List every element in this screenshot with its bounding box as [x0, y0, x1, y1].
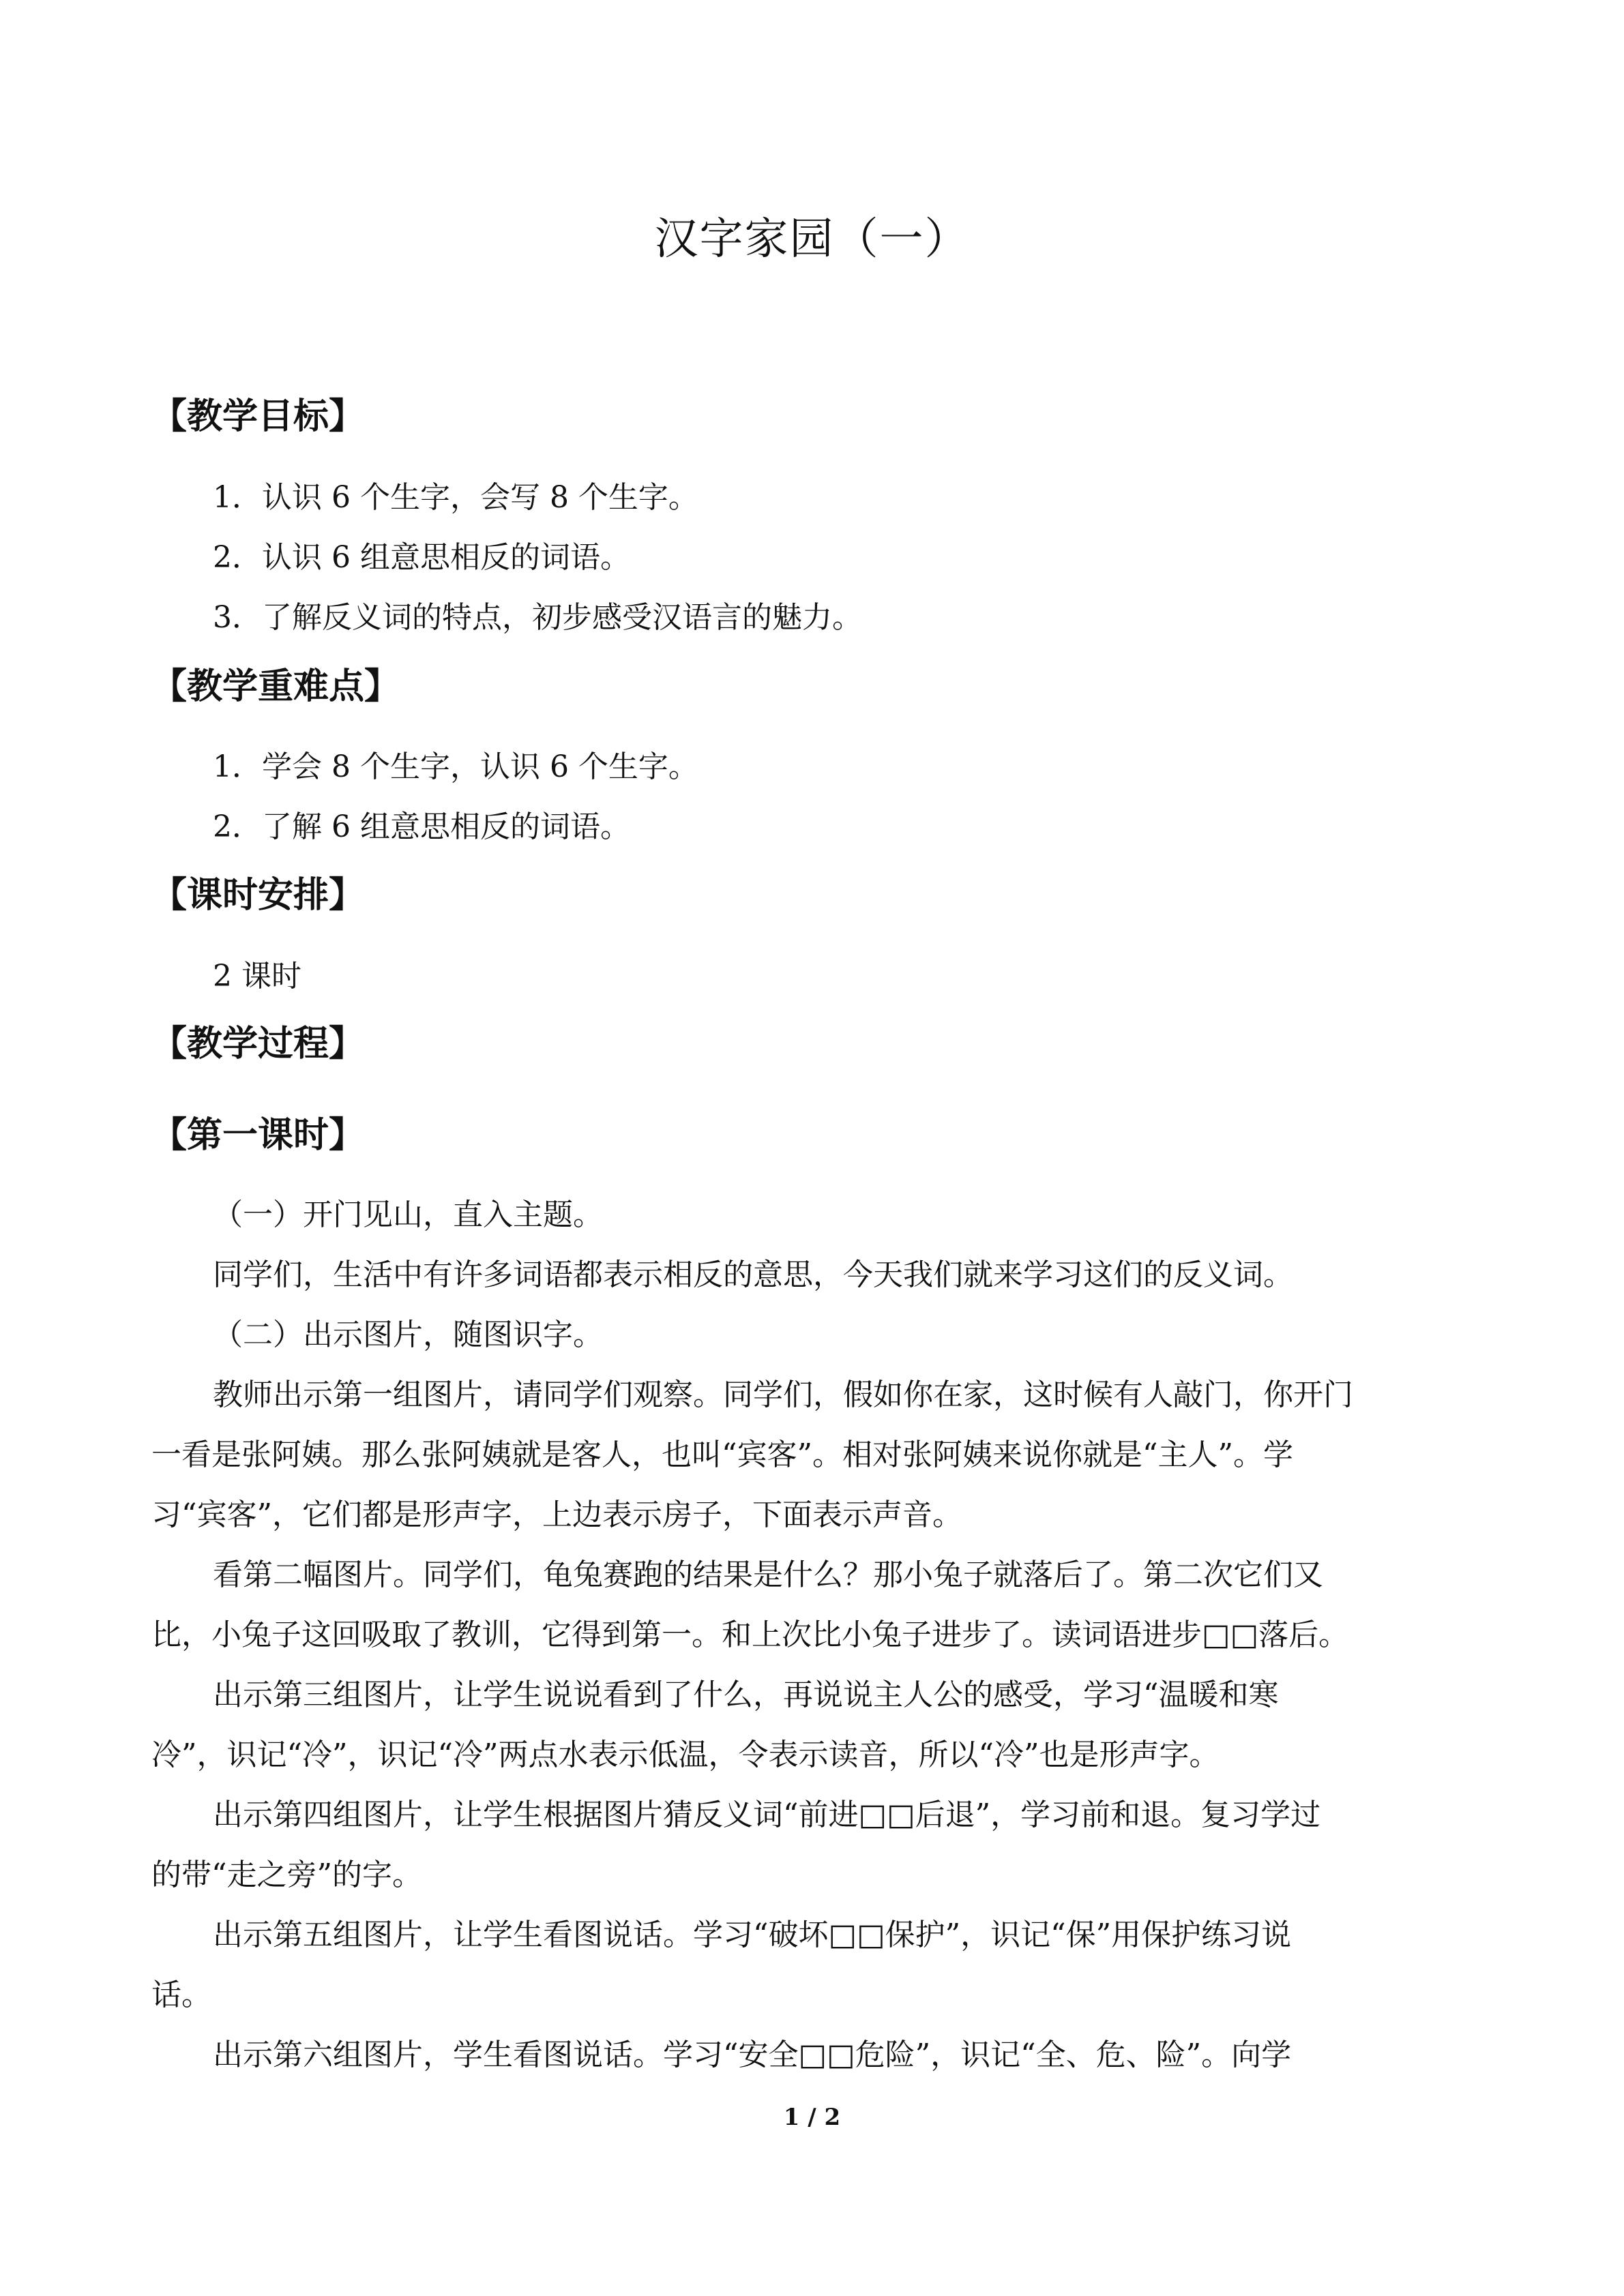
section-heading-key-points: 【教学重难点】 [151, 666, 400, 707]
keypoint-item: 1．学会 8 个生字，认识 6 个生字。 [213, 749, 698, 784]
paragraph-line: 出示第四组图片，让学生根据图片猜反义词“前进□□后退”，学习前和退。复习学过 [213, 1798, 1321, 1832]
section-heading-process: 【教学过程】 [151, 1024, 365, 1064]
paragraph-line: 同学们，生活中有许多词语都表示相反的意思，今天我们就来学习这们的反义词。 [213, 1257, 1293, 1292]
paragraph-line: 的带“走之旁”的字。 [151, 1858, 422, 1892]
keypoint-item: 2．了解 6 组意思相反的词语。 [213, 809, 630, 844]
goal-item: 3．了解反义词的特点，初步感受汉语言的魅力。 [213, 600, 862, 635]
paragraph-line: 话。 [151, 1978, 211, 2012]
paragraph-line: 看第二幅图片。同学们，龟兔赛跑的结果是什么？那小兔子就落后了。第二次它们又 [213, 1557, 1323, 1592]
paragraph-line: 出示第六组图片，学生看图说话。学习“安全□□危险”，识记“全、危、险”。向学 [213, 2038, 1292, 2072]
page-number: 1 / 2 [783, 2104, 841, 2131]
schedule-text: 2 课时 [213, 959, 301, 994]
paragraph-line: 教师出示第一组图片，请同学们观察。同学们，假如你在家，这时候有人敲门，你开门 [213, 1377, 1353, 1412]
paragraph-line: 习“宾客”，它们都是形声字，上边表示房子，下面表示声音。 [151, 1497, 962, 1532]
paragraph-line: 一看是张阿姨。那么张阿姨就是客人，也叫“宾客”。相对张阿姨来说你就是“主人”。学 [151, 1437, 1293, 1472]
section-heading-schedule: 【课时安排】 [151, 875, 365, 916]
paragraph-line: 出示第五组图片，让学生看图说话。学习“破坏□□保护”，识记“保”用保护练习说 [213, 1918, 1292, 1952]
paragraph-line: 冷”，识记“冷”，识记“冷”两点水表示低温，令表示读音，所以“冷”也是形声字。 [151, 1738, 1220, 1772]
paragraph-line: 出示第三组图片，让学生说说看到了什么，再说说主人公的感受，学习“温暖和寒 [213, 1678, 1279, 1712]
section-heading-lesson-one: 【第一课时】 [151, 1115, 365, 1156]
paragraph-line: （一）开门见山，直入主题。 [213, 1197, 603, 1232]
document-title: 汉字家园（一） [654, 214, 970, 265]
goal-item: 2．认识 6 组意思相反的词语。 [213, 540, 630, 575]
section-heading-teaching-goals: 【教学目标】 [151, 396, 365, 437]
paragraph-line: 比，小兔子这回吸取了教训，它得到第一。和上次比小兔子进步了。读词语进步□□落后。 [151, 1617, 1349, 1652]
paragraph-line: （二）出示图片，随图识字。 [213, 1317, 603, 1352]
goal-item: 1．认识 6 个生字，会写 8 个生字。 [213, 480, 698, 515]
